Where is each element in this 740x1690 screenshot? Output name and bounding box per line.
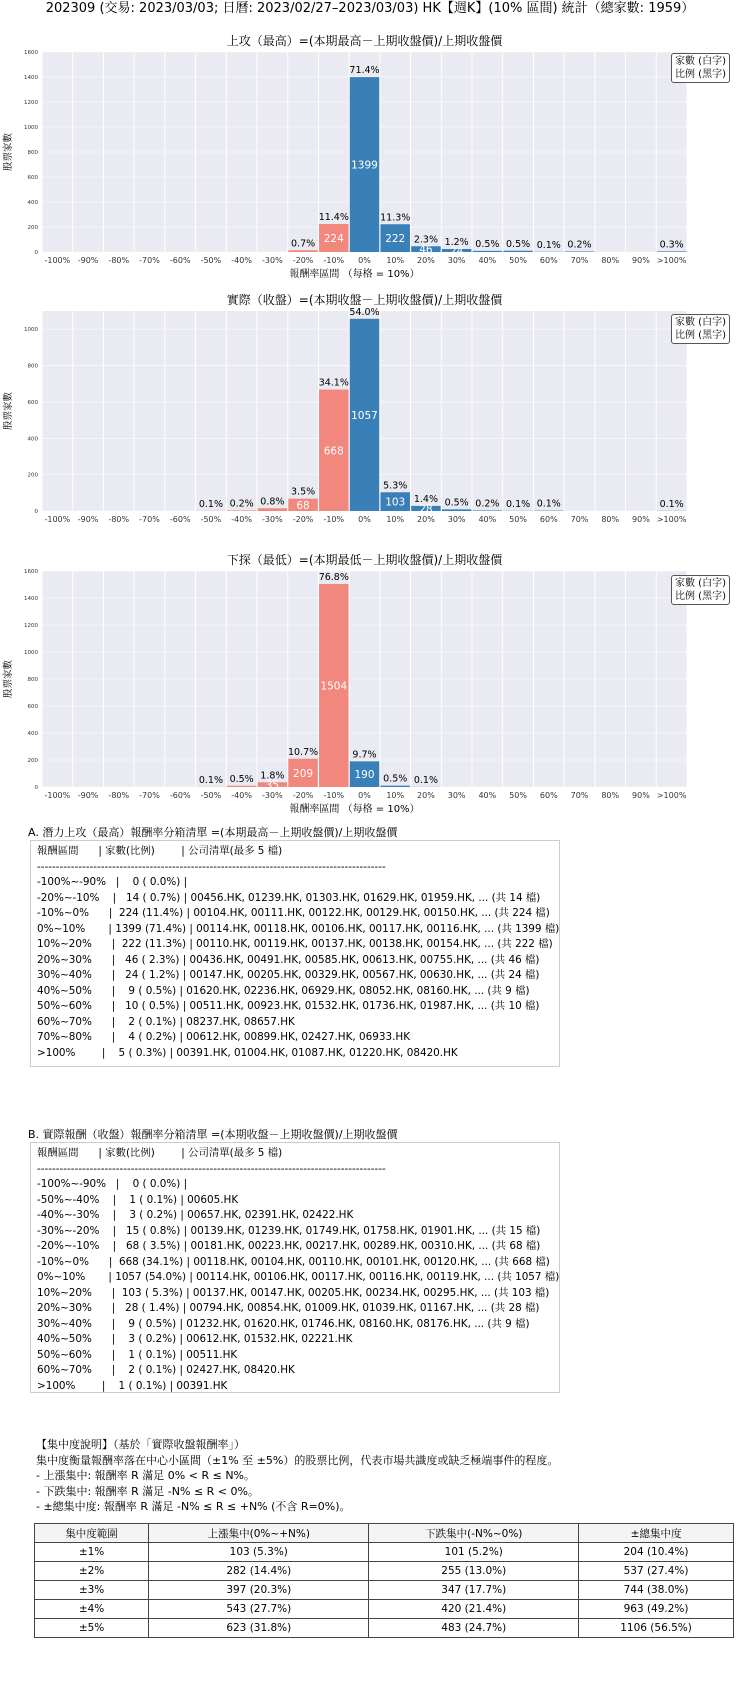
page-title: 202309 (交易: 2023/03/03; 日曆: 2023/02/27–2023/03/03) HK【週K】(10% 區間) 統計（總家數: 1959） — [45, 1, 695, 16]
concentration-table — [34, 1523, 734, 1638]
list-a-line: --------------------------------------------------------------------------------------------- — [37, 860, 386, 873]
x-tick-label: -50% — [200, 515, 222, 524]
table-cell: 103 (5.3%) — [149, 1543, 369, 1562]
bar-percent-label: 1.8% — [260, 770, 285, 782]
table-row — [35, 1562, 734, 1581]
list-a-line: 70%~80% | 4 ( 0.2%) | 00612.HK, 00899.HK, 02427.HK, 06933.HK — [37, 1031, 411, 1043]
x-tick-label: -90% — [77, 791, 99, 800]
list-b-line: 10%~20% | 103 ( 5.3%) | 00137.HK, 00147.HK, 00205.HK, 00234.HK, 00295.HK, ... (共 103 檔) — [37, 1286, 550, 1299]
table-cell: 255 (13.0%) — [369, 1562, 579, 1581]
bar-percent-label: 0.7% — [291, 238, 316, 250]
bar-count-label: 668 — [323, 445, 344, 458]
y-tick-label: 1400 — [24, 75, 38, 81]
bar — [258, 508, 287, 511]
y-tick-label: 0 — [34, 509, 38, 515]
y-tick-label: 200 — [27, 472, 38, 479]
table-row — [35, 1581, 734, 1600]
chart-title: 上攻（最高）=(本期最高－上期收盤價)/上期收盤價 — [226, 34, 503, 48]
y-tick-label: 1000 — [24, 650, 38, 656]
y-axis-label: 股票家數 — [3, 132, 14, 172]
table-cell: 483 (24.7%) — [369, 1619, 579, 1638]
table-cell: 101 (5.2%) — [369, 1543, 579, 1562]
concentration-bullet: - 上漲集中: 報酬率 R 滿足 0% < R ≤ N%。 — [36, 1469, 255, 1483]
table-cell: 543 (27.7%) — [149, 1600, 369, 1619]
x-tick-label: -30% — [262, 791, 283, 800]
bar-percent-label: 0.5% — [383, 773, 408, 785]
bar-percent-label: 0.8% — [260, 496, 285, 508]
x-tick-label: -70% — [139, 256, 160, 265]
bar-count-label: 35 — [265, 779, 280, 792]
x-tick-label: 50% — [509, 791, 527, 800]
x-tick-label: 80% — [601, 791, 620, 800]
bar — [227, 510, 256, 511]
x-tick-label: -20% — [292, 256, 314, 265]
x-tick-label: 30% — [447, 256, 466, 265]
table-row — [35, 1600, 734, 1619]
bar — [473, 510, 502, 511]
x-tick-label: -50% — [200, 791, 222, 800]
bar-percent-label: 0.2% — [229, 498, 254, 510]
bar-percent-label: 10.7% — [287, 746, 319, 758]
list-b-title: B. 實際報酬（收盤）報酬率分箱清單 =(本期收盤－上期收盤價)/上期收盤價 — [28, 1128, 398, 1141]
bar — [503, 251, 532, 252]
chart-actual-close — [0, 293, 740, 539]
x-tick-label: -20% — [292, 515, 314, 524]
table-cell: 963 (49.2%) — [579, 1600, 734, 1619]
y-tick-label: 1400 — [24, 596, 38, 602]
x-tick-label: -90% — [77, 515, 99, 524]
y-tick-label: 800 — [27, 150, 38, 156]
bar-percent-label: 11.3% — [380, 212, 411, 224]
x-tick-label: 10% — [386, 256, 405, 265]
list-a-line: 0%~10% | 1399 (71.4%) | 00114.HK, 00118.HK, 00106.HK, 00117.HK, 00116.HK, ... (共 1399 檔) — [37, 922, 560, 935]
bar-percent-label: 0.2% — [567, 239, 592, 251]
y-tick-label: 200 — [27, 225, 38, 231]
list-b-line: 20%~30% | 28 ( 1.4%) | 00794.HK, 00854.HK, 01009.HK, 01039.HK, 01167.HK, ... (共 28 檔) — [37, 1302, 540, 1314]
column-header: 上漲集中(0%~+N%) — [149, 1524, 369, 1543]
bar-count-label: 46 — [419, 244, 433, 257]
bar-count-label: 1504 — [320, 680, 348, 693]
x-tick-label: -40% — [231, 515, 252, 524]
list-a-line: 40%~50% | 9 ( 0.5%) | 01620.HK, 02236.HK, 06929.HK, 08052.HK, 08160.HK, ... (共 9 檔) — [37, 984, 530, 997]
bar-percent-label: 0.1% — [659, 498, 684, 510]
bar-percent-label: 2.3% — [413, 234, 438, 246]
bar-count-label: 224 — [323, 233, 344, 245]
list-b-line: -40%~-30% | 3 ( 0.2%) | 00657.HK, 02391.HK, 02422.HK — [37, 1209, 354, 1221]
x-tick-label: -50% — [200, 256, 222, 265]
x-tick-label: 20% — [417, 791, 435, 800]
x-tick-label: >100% — [656, 515, 687, 524]
x-tick-label: 60% — [539, 791, 558, 800]
y-tick-label: 800 — [27, 363, 38, 370]
x-tick-label: -70% — [139, 791, 160, 800]
x-tick-label: -100% — [44, 256, 71, 265]
concentration-desc: 集中度衡量報酬率落在中心小區間（±1% 至 ±5%）的股票比例，代表市場共識度或缺乏極端事件的程度。 — [36, 1453, 559, 1467]
table-row — [35, 1619, 734, 1638]
x-tick-label: -80% — [108, 791, 130, 800]
x-tick-label: -10% — [323, 515, 345, 524]
x-tick-label: 80% — [601, 515, 620, 524]
table-cell: 204 (10.4%) — [579, 1543, 734, 1562]
bar — [227, 786, 256, 787]
x-tick-label: -60% — [169, 791, 191, 800]
list-a-box — [30, 840, 560, 1067]
list-a-line: >100% | 5 ( 0.3%) | 00391.HK, 01004.HK, 01087.HK, 01220.HK, 08420.HK — [37, 1046, 458, 1059]
y-tick-label: 600 — [27, 704, 38, 710]
bar-percent-label: 3.5% — [291, 486, 316, 498]
table-cell: 1106 (56.5%) — [579, 1619, 734, 1638]
concentration-notes — [36, 1437, 726, 1515]
list-b-line: 50%~60% | 1 ( 0.1%) | 00511.HK — [37, 1348, 238, 1361]
x-tick-label: >100% — [656, 256, 687, 265]
legend-ratio-label: 比例 (黑字) — [675, 591, 726, 602]
chart-title: 實際（收盤）=(本期收盤－上期收盤價)/上期收盤價 — [226, 293, 503, 307]
list-b-line: -20%~-10% | 68 ( 3.5%) | 00181.HK, 00223.HK, 00217.HK, 00289.HK, 00310.HK, ... (共 68 檔) — [37, 1240, 541, 1252]
list-a-line: -10%~0% | 224 (11.4%) | 00104.HK, 00111.HK, 00122.HK, 00129.HK, 00150.HK, ... (共 224 檔) — [37, 907, 550, 919]
chart-legend — [671, 575, 730, 605]
bar-percent-label: 0.3% — [659, 239, 684, 251]
list-b-line: 60%~70% | 2 ( 0.1%) | 02427.HK, 08420.HK — [37, 1364, 295, 1376]
x-tick-label: 10% — [386, 791, 405, 800]
list-a-line: 10%~20% | 222 (11.3%) | 00110.HK, 00119.HK, 00137.HK, 00138.HK, 00154.HK, ... (共 222 檔) — [37, 938, 553, 950]
bar — [442, 509, 471, 511]
y-tick-label: 800 — [27, 677, 38, 683]
x-tick-label: >100% — [656, 791, 687, 800]
x-tick-label: 20% — [417, 515, 435, 524]
bar-percent-label: 0.5% — [475, 238, 500, 250]
x-tick-label: 10% — [386, 515, 405, 524]
table-cell: 623 (31.8%) — [149, 1619, 369, 1638]
legend-ratio-label: 比例 (黑字) — [675, 69, 726, 80]
y-tick-label: 400 — [27, 731, 38, 737]
x-tick-label: 30% — [447, 515, 466, 524]
y-tick-label: 1200 — [24, 100, 38, 106]
x-tick-label: 0% — [358, 515, 371, 524]
x-tick-label: 60% — [539, 515, 558, 524]
list-b-line: 0%~10% | 1057 (54.0%) | 00114.HK, 00106.HK, 00117.HK, 00116.HK, 00119.HK, ... (共 1057 檔) — [37, 1271, 560, 1283]
legend-count-label: 家數 (白字) — [675, 317, 726, 328]
x-tick-label: -80% — [108, 515, 130, 524]
bar-percent-label: 0.5% — [229, 773, 254, 785]
x-tick-label: 90% — [632, 256, 650, 265]
concentration-heading: 【集中度說明】（基於「實際收盤報酬率」） — [36, 1438, 245, 1451]
bar-count-label: 28 — [419, 503, 433, 516]
x-tick-label: 90% — [632, 791, 650, 800]
bar-percent-label: 0.5% — [506, 238, 531, 250]
x-tick-label: 20% — [417, 256, 435, 265]
bar-percent-label: 9.7% — [352, 749, 377, 761]
y-tick-label: 0 — [34, 250, 38, 256]
bar-percent-label: 5.3% — [383, 480, 408, 492]
bar-count-label: 1057 — [351, 409, 378, 422]
x-tick-label: -70% — [139, 515, 160, 524]
x-tick-label: 40% — [478, 791, 497, 800]
y-tick-label: 1000 — [24, 125, 38, 131]
table-cell: 282 (14.4%) — [149, 1562, 369, 1581]
bar-percent-label: 54.0% — [349, 306, 380, 318]
x-tick-label: 60% — [539, 256, 558, 265]
column-header: ±總集中度 — [579, 1524, 734, 1543]
list-a-line: 30%~40% | 24 ( 1.2%) | 00147.HK, 00205.HK, 00329.HK, 00567.HK, 00630.HK, ... (共 24 檔) — [37, 969, 540, 981]
bar-count-label: 1399 — [351, 159, 378, 172]
column-header: 集中度範圍 — [35, 1524, 149, 1543]
x-tick-label: 80% — [601, 256, 620, 265]
y-tick-label: 200 — [27, 758, 38, 764]
list-b-box — [30, 1142, 560, 1393]
x-tick-label: 70% — [570, 515, 589, 524]
list-b-line: -100%~-90% | 0 ( 0.0%) | — [37, 1178, 188, 1190]
bar-percent-label: 11.4% — [318, 212, 349, 223]
y-axis-label: 股票家數 — [3, 659, 14, 699]
x-tick-label: -80% — [108, 256, 130, 265]
concentration-bullet: - 下跌集中: 報酬率 R 滿足 -N% ≤ R < 0%。 — [36, 1484, 259, 1498]
x-tick-label: 50% — [509, 515, 527, 524]
table-cell: 420 (21.4%) — [369, 1600, 579, 1619]
bar-count-label: 24 — [449, 245, 464, 258]
bar-percent-label: 1.4% — [413, 493, 438, 505]
x-tick-label: 90% — [632, 515, 650, 524]
bar — [380, 786, 409, 787]
y-tick-label: 0 — [34, 785, 38, 791]
chart-upside-high — [0, 34, 740, 284]
chart-title: 下探（最低）=(本期最低－上期收盤價)/上期收盤價 — [226, 553, 503, 567]
table-cell: ±2% — [35, 1562, 149, 1581]
bar-percent-label: 0.1% — [198, 498, 223, 510]
table-cell: 347 (17.7%) — [369, 1581, 579, 1600]
bar-percent-label: 0.2% — [475, 498, 500, 510]
x-axis-label: 報酬率區間 （每格 = 10%） — [289, 269, 420, 280]
list-a-title: A. 潛力上攻（最高）報酬率分箱清單 =(本期最高－上期收盤價)/上期收盤價 — [28, 826, 398, 839]
table-cell: ±1% — [35, 1543, 149, 1562]
concentration-bullet: - ±總集中度: 報酬率 R 滿足 -N% ≤ R ≤ +N% (不含 R=0%)。 — [36, 1500, 351, 1514]
x-tick-label: -100% — [44, 791, 71, 800]
x-tick-label: -40% — [231, 791, 252, 800]
bar — [288, 250, 317, 252]
list-a-line: 報酬區間 | 家數(比例) | 公司清單(最多 5 檔) — [37, 845, 283, 857]
bar-percent-label: 1.2% — [444, 237, 469, 248]
bar-count-label: 68 — [296, 499, 310, 512]
x-tick-label: -40% — [231, 256, 252, 265]
x-tick-label: 40% — [478, 256, 497, 265]
y-tick-label: 400 — [27, 200, 38, 206]
bar-percent-label: 0.5% — [444, 497, 469, 509]
list-a-line: -100%~-90% | 0 ( 0.0%) | — [37, 876, 188, 888]
bar-percent-label: 71.4% — [349, 65, 380, 77]
list-a-line: 60%~70% | 2 ( 0.1%) | 08237.HK, 08657.HK — [37, 1015, 295, 1028]
bar-count-label: 190 — [354, 769, 375, 782]
bar-count-label: 209 — [293, 767, 314, 780]
y-tick-label: 1000 — [24, 327, 38, 334]
y-tick-label: 600 — [27, 175, 38, 181]
x-tick-label: 50% — [509, 256, 527, 265]
bar — [657, 251, 686, 252]
chart-downside-low — [0, 553, 740, 815]
x-tick-label: -100% — [44, 515, 71, 524]
chart-legend — [671, 53, 730, 83]
table-cell: ±3% — [35, 1581, 149, 1600]
table-cell: 397 (20.3%) — [149, 1581, 369, 1600]
table-cell: ±5% — [35, 1619, 149, 1638]
table-row — [35, 1543, 734, 1562]
bar-percent-label: 0.1% — [198, 774, 223, 786]
table-cell: 744 (38.0%) — [579, 1581, 734, 1600]
x-tick-label: -30% — [262, 256, 283, 265]
legend-ratio-label: 比例 (黑字) — [675, 330, 726, 341]
table-cell: ±4% — [35, 1600, 149, 1619]
bar-count-label: 222 — [385, 233, 406, 246]
x-tick-label: 0% — [358, 791, 371, 800]
x-tick-label: -60% — [169, 256, 191, 265]
list-b-line: >100% | 1 ( 0.1%) | 00391.HK — [37, 1379, 228, 1392]
x-tick-label: -10% — [323, 256, 345, 265]
list-a-line: 20%~30% | 46 ( 2.3%) | 00436.HK, 00491.HK, 00585.HK, 00613.HK, 00755.HK, ... (共 46 檔) — [37, 953, 540, 966]
x-tick-label: -90% — [77, 256, 99, 265]
y-tick-label: 1600 — [24, 50, 38, 56]
list-a-line: -20%~-10% | 14 ( 0.7%) | 00456.HK, 01239.HK, 01303.HK, 01629.HK, 01959.HK, ... (共 14 檔) — [37, 891, 541, 904]
x-tick-label: -30% — [262, 515, 283, 524]
x-tick-label: -10% — [323, 791, 345, 800]
list-b-line: -10%~0% | 668 (34.1%) | 00118.HK, 00104.HK, 00110.HK, 00101.HK, 00120.HK, ... (共 668 檔) — [37, 1255, 550, 1268]
list-a-line: 50%~60% | 10 ( 0.5%) | 00511.HK, 00923.HK, 01532.HK, 01736.HK, 01987.HK, ... (共 10 檔) — [37, 1000, 540, 1012]
y-tick-label: 1200 — [24, 623, 38, 629]
y-tick-label: 600 — [27, 399, 38, 406]
x-tick-label: -60% — [169, 515, 191, 524]
list-b-line: 40%~50% | 3 ( 0.2%) | 00612.HK, 01532.HK, 02221.HK — [37, 1333, 353, 1345]
x-tick-label: 30% — [447, 791, 466, 800]
bar-percent-label: 76.8% — [318, 571, 349, 583]
bar-percent-label: 0.1% — [506, 498, 531, 510]
bar-percent-label: 0.1% — [536, 239, 561, 251]
column-header: 下跌集中(-N%~0%) — [369, 1524, 579, 1543]
table-cell: 537 (27.4%) — [579, 1562, 734, 1581]
bar — [565, 252, 594, 253]
x-tick-label: 70% — [570, 791, 589, 800]
list-b-line: 報酬區間 | 家數(比例) | 公司清單(最多 5 檔) — [37, 1147, 283, 1159]
legend-count-label: 家數 (白字) — [675, 578, 726, 589]
table-header-row — [35, 1524, 734, 1543]
bar-percent-label: 34.1% — [318, 377, 349, 389]
list-b-line: --------------------------------------------------------------------------------------------- — [37, 1162, 386, 1175]
x-tick-label: 0% — [358, 256, 371, 265]
x-tick-label: -20% — [292, 791, 314, 800]
list-b-line: -50%~-40% | 1 ( 0.1%) | 00605.HK — [37, 1193, 239, 1206]
y-tick-label: 1600 — [24, 569, 38, 575]
list-b-line: 30%~40% | 9 ( 0.5%) | 01232.HK, 01620.HK, 01746.HK, 08160.HK, 08176.HK, ... (共 9 檔) — [37, 1317, 530, 1330]
x-tick-label: 70% — [570, 256, 589, 265]
bar — [473, 251, 502, 252]
x-axis-label: 報酬率區間 （每格 = 10%） — [289, 804, 420, 815]
list-b-line: -30%~-20% | 15 ( 0.8%) | 00139.HK, 01239.HK, 01749.HK, 01758.HK, 01901.HK, ... (共 15 檔) — [37, 1224, 541, 1237]
y-tick-label: 400 — [27, 436, 38, 443]
legend-count-label: 家數 (白字) — [675, 56, 726, 67]
bar-percent-label: 0.1% — [536, 498, 561, 510]
bar-percent-label: 0.1% — [413, 774, 438, 786]
bar-count-label: 103 — [385, 496, 406, 509]
x-tick-label: 40% — [478, 515, 497, 524]
chart-legend — [671, 314, 730, 344]
y-axis-label: 股票家數 — [3, 391, 14, 431]
